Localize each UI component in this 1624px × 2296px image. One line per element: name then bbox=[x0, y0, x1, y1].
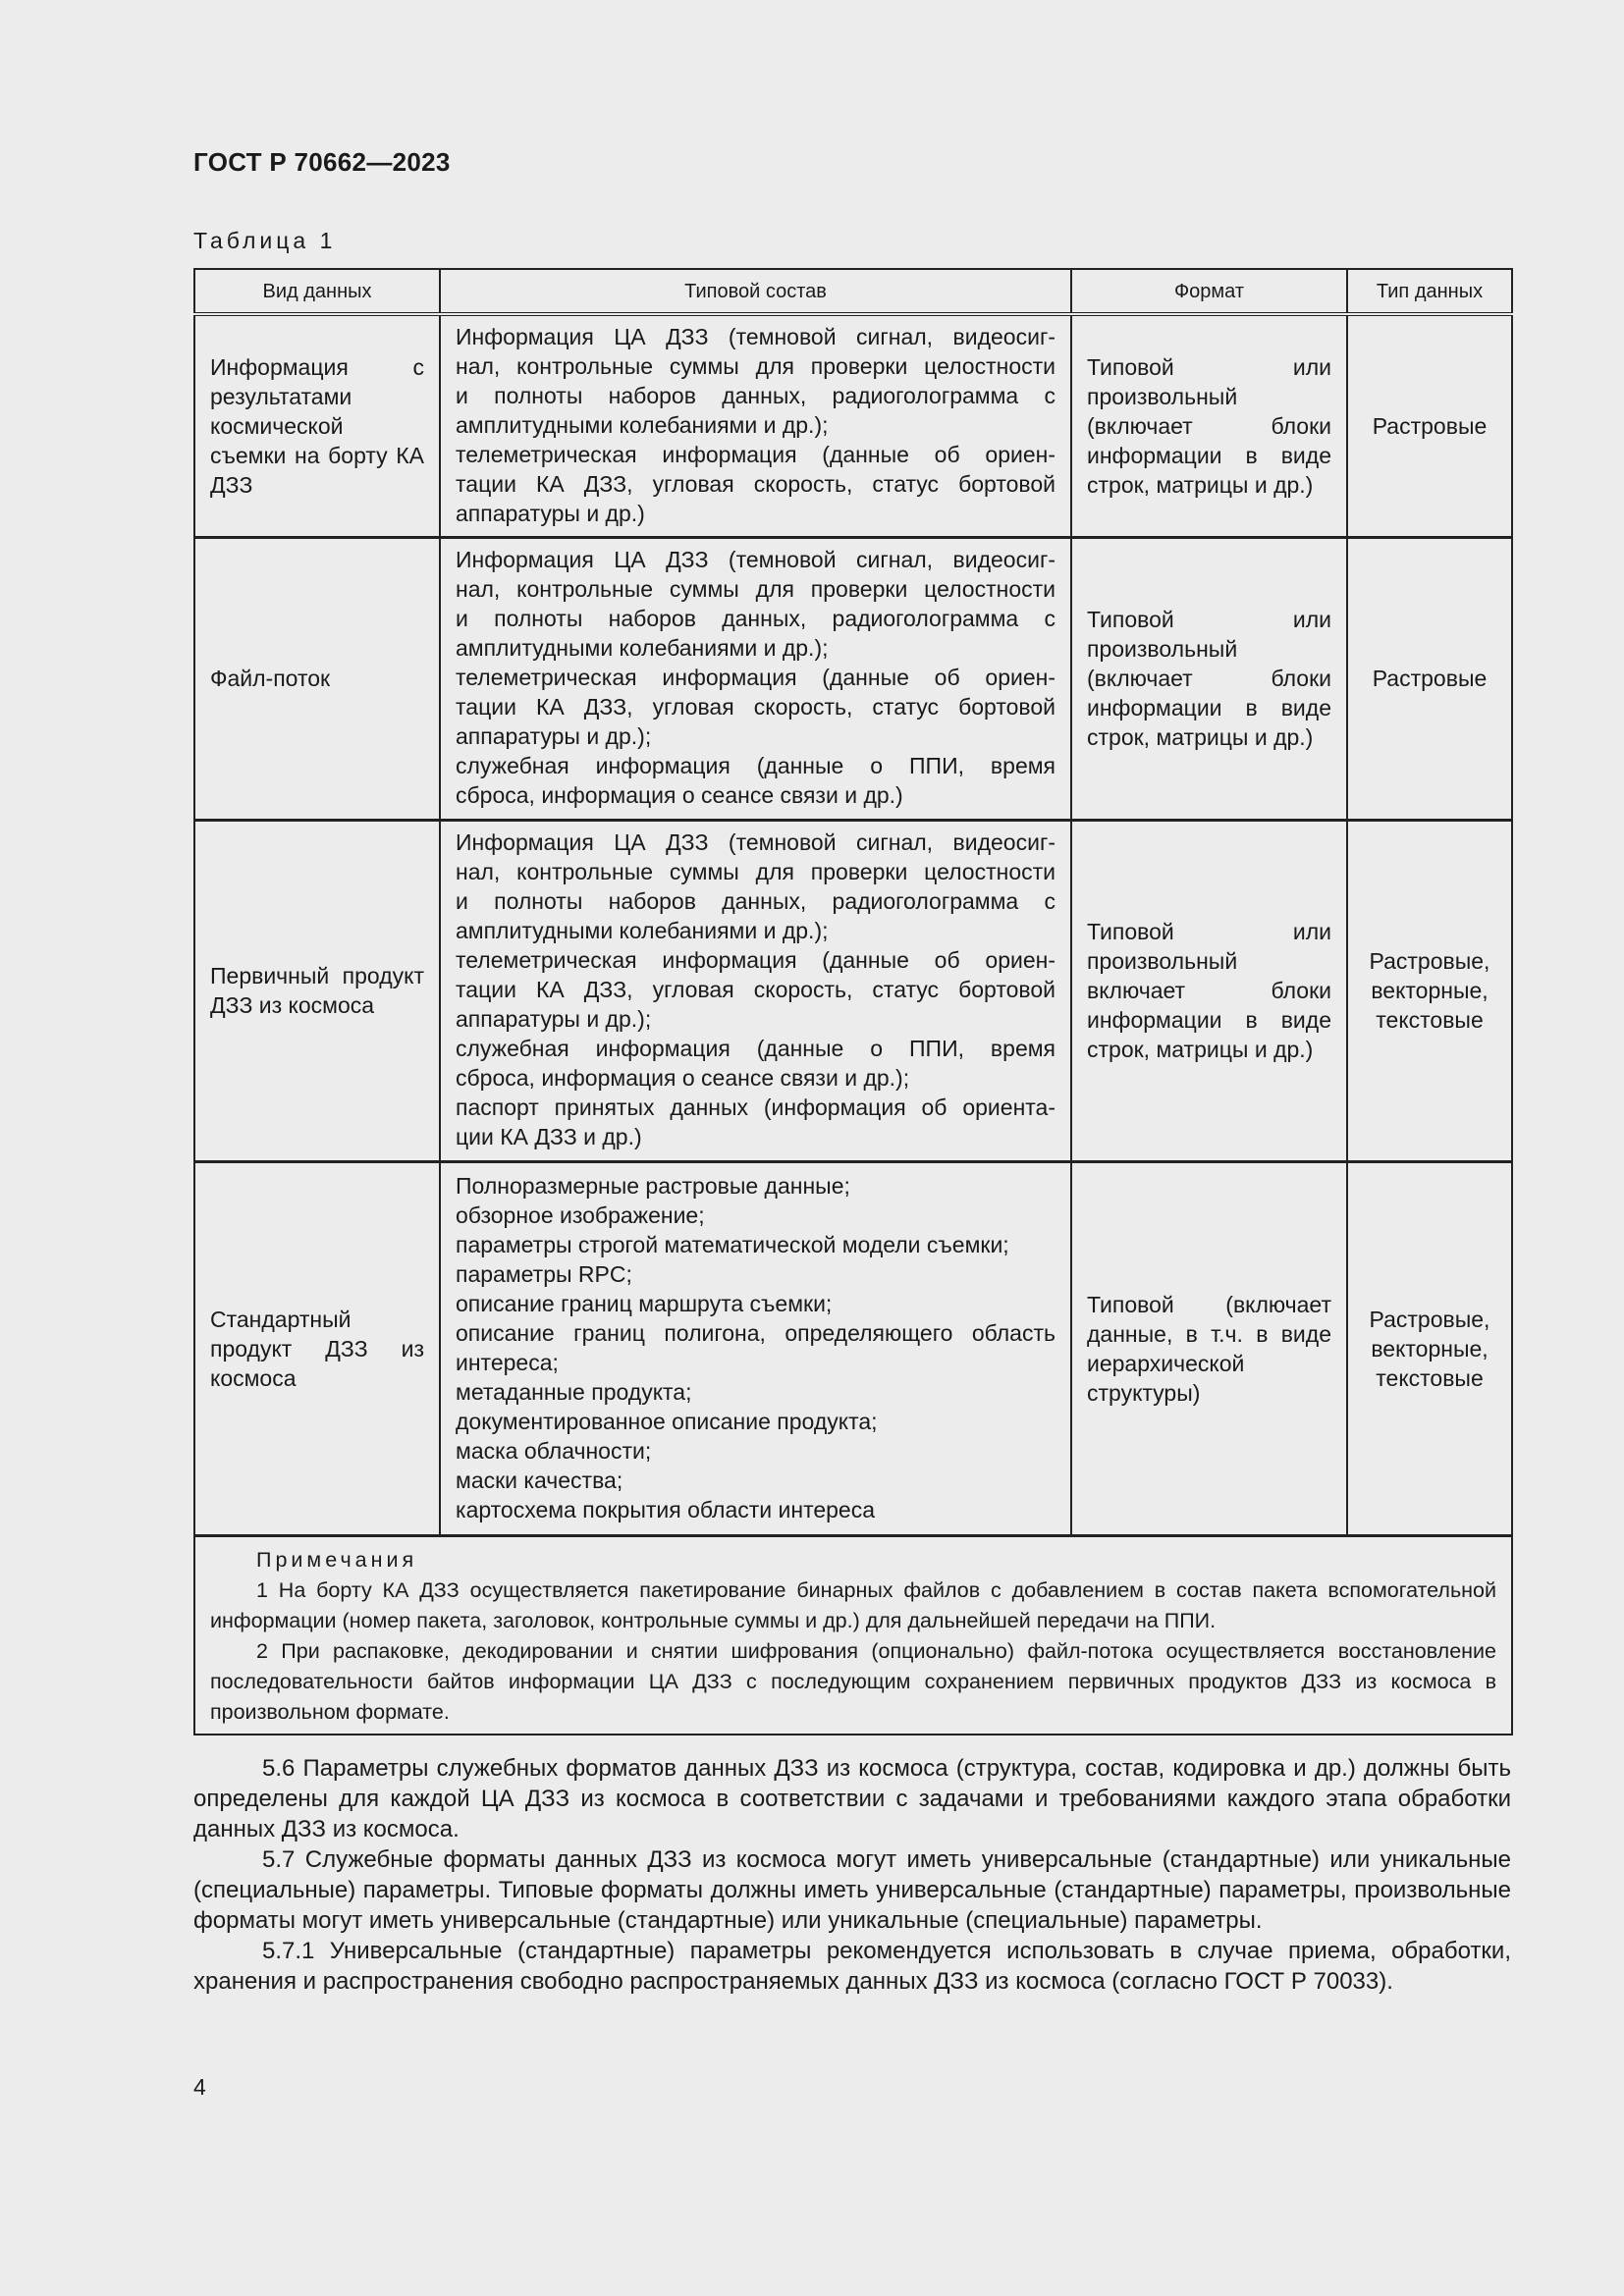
data-type-cell: Растровые bbox=[1347, 537, 1512, 820]
composition-line: сброса, информация о сеансе связи и др.); bbox=[456, 1065, 910, 1091]
table-row bbox=[194, 820, 1512, 1161]
composition-line: аппаратуры и др.); bbox=[456, 723, 652, 749]
data-kind-cell: Файл-поток bbox=[194, 537, 440, 820]
composition-line: Информация ЦА ДЗЗ (темновой сигнал, видеосиг- bbox=[456, 829, 1056, 855]
format-cell: Типовой или произвольный (включает блоки информации в виде строк, матрицы и др.) bbox=[1071, 314, 1347, 537]
composition-line: документированное описание продукта; bbox=[456, 1408, 878, 1434]
data-formats-table bbox=[193, 268, 1513, 1735]
data-kind-cell: Стандартный продукт ДЗЗ из космоса bbox=[194, 1161, 440, 1535]
composition-line: параметры RPC; bbox=[456, 1260, 632, 1287]
data-table-container bbox=[193, 268, 1511, 1735]
document-header: ГОСТ Р 70662—2023 bbox=[193, 147, 451, 177]
composition-line: описание границ маршрута съемки; bbox=[456, 1290, 833, 1316]
composition-line: картосхема покрытия области интереса bbox=[456, 1496, 876, 1522]
composition-line: телеметрическая информация (данные об ориен- bbox=[456, 441, 1056, 467]
composition-line: маски качества; bbox=[456, 1467, 623, 1493]
note-item: 1 На борту КА ДЗЗ осуществляется пакетирование бинарных файлов с добавлением в состав пакета вспомогательной информации (номер пакета, заголовок, контрольные суммы и др.) для дальнейшей передачи на ППИ. bbox=[210, 1577, 1496, 1632]
data-kind-cell: Информация с результатами космической съемки на борту КА ДЗЗ bbox=[194, 314, 440, 537]
data-kind-cell: Первичный продукт ДЗЗ из космоса bbox=[194, 820, 440, 1161]
page-number: 4 bbox=[193, 2074, 206, 2100]
data-type-cell: Растровые, векторные, текстовые bbox=[1347, 1161, 1512, 1535]
composition-line: и полноты наборов данных, радиоголограмма с bbox=[456, 606, 1056, 631]
composition-line: метаданные продукта; bbox=[456, 1378, 692, 1405]
table-row bbox=[194, 314, 1512, 537]
composition-line: телеметрическая информация (данные об ориен- bbox=[456, 665, 1056, 690]
composition-cell bbox=[440, 1161, 1071, 1535]
table-row bbox=[194, 1161, 1512, 1535]
composition-cell bbox=[440, 537, 1071, 820]
composition-line: амплитудными колебаниями и др.); bbox=[456, 635, 829, 661]
composition-line: тации КА ДЗЗ, угловая скорость, статус бортовой bbox=[456, 977, 1056, 1002]
table-caption: Таблица 1 bbox=[193, 228, 337, 253]
column-header: Типовой состав bbox=[440, 269, 1071, 314]
composition-line: Информация ЦА ДЗЗ (темновой сигнал, видеосиг- bbox=[456, 323, 1056, 349]
composition-line: интереса; bbox=[456, 1349, 559, 1375]
paragraph-5-6: 5.6 Параметры служебных форматов данных ДЗЗ из космоса (структура, состав, кодировка и др.) должны быть определены для каждой ЦА ДЗЗ из космоса в соответствии с задачами и требованиями каждого этапа обработки данных ДЗЗ из космоса. bbox=[193, 1755, 1511, 1842]
composition-line: тации КА ДЗЗ, угловая скорость, статус бортовой bbox=[456, 694, 1056, 720]
composition-line: обзорное изображение; bbox=[456, 1201, 705, 1228]
composition-line: Информация ЦА ДЗЗ (темновой сигнал, видеосиг- bbox=[456, 547, 1056, 572]
composition-line: Полноразмерные растровые данные; bbox=[456, 1172, 850, 1199]
composition-line: параметры строгой математической модели съемки; bbox=[456, 1231, 1009, 1257]
composition-line: амплитудными колебаниями и др.); bbox=[456, 918, 829, 943]
composition-line: ции КА ДЗЗ и др.) bbox=[456, 1124, 642, 1149]
composition-line: служебная информация (данные о ППИ, время bbox=[456, 753, 1056, 778]
data-type-cell: Растровые bbox=[1347, 314, 1512, 537]
composition-line: аппаратуры и др.) bbox=[456, 500, 645, 526]
paragraph-5-7: 5.7 Служебные форматы данных ДЗЗ из космоса могут иметь универсальные (стандартные) или уникальные (специальные) параметры. Типовые форматы должны иметь универсальные (стандартные) параметры, произвольные форматы могут иметь универсальные (стандартные) или уникальные (специальные) параметры. bbox=[193, 1846, 1511, 1934]
paragraph-5-7-1: 5.7.1 Универсальные (стандартные) параметры рекомендуется использовать в случае приема, обработки, хранения и распространения свободно распространяемых данных ДЗЗ из космоса (согласно ГОСТ Р 70033). bbox=[193, 1938, 1511, 1995]
composition-line: служебная информация (данные о ППИ, время bbox=[456, 1036, 1056, 1061]
composition-line: и полноты наборов данных, радиоголограмма с bbox=[456, 382, 1056, 408]
table-row bbox=[194, 537, 1512, 820]
composition-line: описание границ полигона, определяющего область bbox=[456, 1319, 1056, 1346]
composition-line: аппаратуры и др.); bbox=[456, 1006, 652, 1032]
composition-line: нал, контрольные суммы для проверки целостности bbox=[456, 352, 1056, 379]
composition-line: тации КА ДЗЗ, угловая скорость, статус бортовой bbox=[456, 470, 1056, 497]
composition-line: телеметрическая информация (данные об ориен- bbox=[456, 947, 1056, 973]
composition-line: амплитудными колебаниями и др.); bbox=[456, 411, 829, 438]
column-header: Тип данных bbox=[1347, 269, 1512, 314]
table-notes-row bbox=[194, 1535, 1512, 1735]
composition-cell bbox=[440, 314, 1071, 537]
composition-line: сброса, информация о сеансе связи и др.) bbox=[456, 782, 903, 808]
composition-line: и полноты наборов данных, радиоголограмма с bbox=[456, 888, 1056, 914]
notes-title: Примечания bbox=[256, 1547, 418, 1572]
composition-line: нал, контрольные суммы для проверки целостности bbox=[456, 859, 1056, 884]
composition-line: нал, контрольные суммы для проверки целостности bbox=[456, 576, 1056, 602]
body-text bbox=[193, 1753, 1511, 1997]
column-header: Формат bbox=[1071, 269, 1347, 314]
data-type-cell: Растровые, векторные, текстовые bbox=[1347, 820, 1512, 1161]
composition-line: паспорт принятых данных (информация об ориента- bbox=[456, 1095, 1056, 1120]
format-cell: Типовой или произвольный включает блоки информации в виде строк, матрицы и др.) bbox=[1071, 820, 1347, 1161]
composition-line: маска облачности; bbox=[456, 1437, 652, 1464]
composition-cell bbox=[440, 820, 1071, 1161]
format-cell: Типовой (включает данные, в т.ч. в виде иерархической структуры) bbox=[1071, 1161, 1347, 1535]
table-notes bbox=[194, 1535, 1512, 1735]
format-cell: Типовой или произвольный (включает блоки информации в виде строк, матрицы и др.) bbox=[1071, 537, 1347, 820]
table-header-row bbox=[194, 269, 1512, 314]
column-header: Вид данных bbox=[194, 269, 440, 314]
note-item: 2 При распаковке, декодировании и снятии шифрования (опционально) файл-потока осуществляется восстановление последовательности байтов информации ЦА ДЗЗ с последующим сохранением первичных продуктов ДЗЗ из космоса в произвольном формате. bbox=[210, 1638, 1496, 1724]
